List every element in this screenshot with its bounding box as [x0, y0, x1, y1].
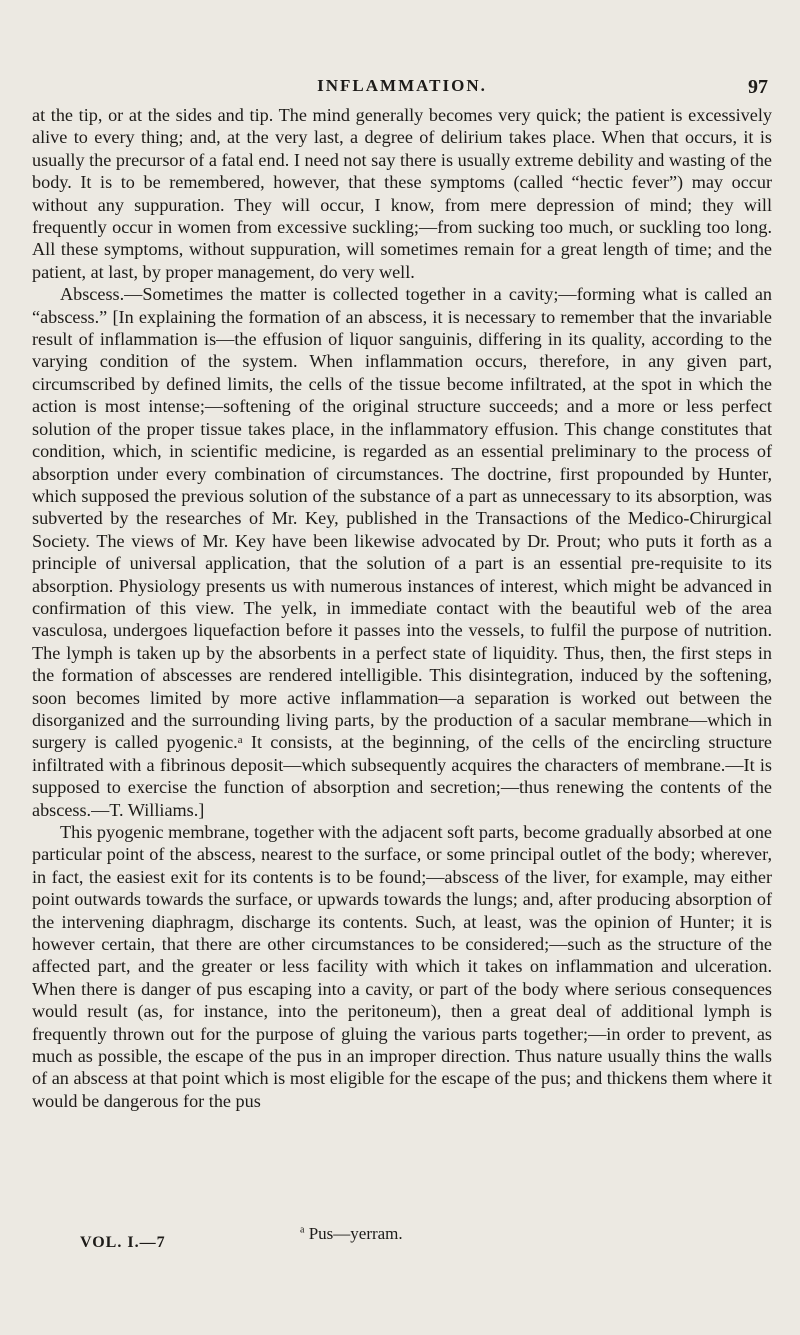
page-number: 97	[748, 76, 768, 98]
footnote	[300, 1224, 403, 1244]
footnote-marker: a	[300, 1224, 305, 1236]
paragraph-2: Abscess.—Sometimes the matter is collected together in a cavity;—forming what is called an “abscess.” [In explaining the formation of an abscess, it is necessary to remember that the invariable result of inflammation is—the effusion of liquor sanguinis, differing in its quality, according to the varying condition of the system. When inflammation occurs, therefore, in any given part, circumscribed by defined limits, the cells of the tissue become infiltrated, at the spot in which the action is most intense;—softening of the original structure succeeds; and a more or less perfect solution of the proper tissue takes place, in the inflammatory effusion. This change constitutes that condition, which, in scientific medicine, is regarded as an essential preliminary to the process of absorption under every combination of circumstances. The doctrine, first propounded by Hunter, which supposed the previous solution of the substance of a part as unnecessary to its absorption, was subverted by the researches of Mr. Key, published in the Transactions of the Medico-Chirurgical Society. The views of Mr. Key have been likewise advocated by Dr. Prout; who puts it forth as a principle of universal application, that the solution of a part is an essential pre-requisite to its absorption. Physiology presents us with numerous instances of interest, which might be advanced in confirmation of this view. The yelk, in immediate contact with the beautiful web of the area vasculosa, undergoes liquefaction before it passes into the vessels, to fulfil the purpose of nutrition. The lymph is taken up by the absorbents in a perfect state of liquidity. Thus, then, the first steps in the formation of abscesses are rendered intelligible. This disintegration, induced by the softening, soon becomes limited by more active inflammation—a separation is worked out between the disorganized and the surrounding living parts, by the production of a sacular membrane—which in surgery is called pyogenic.ᵃ It consists, at the beginning, of the cells of the encircling structure infiltrated with a fibrinous deposit—which subsequently acquires the characters of membrane.—It is supposed to exercise the function of absorption and secretion;—thus renewing the contents of the abscess.—T. Williams.]	[32, 284, 772, 820]
paragraph-3: This pyogenic membrane, together with the adjacent soft parts, become gradually absorbed at one particular point of the abscess, nearest to the surface, or some principal outlet of the body; wherever, in fact, the easiest exit for its contents is to be found;—abscess of the liver, for example, may either point outwards towards the surface, or upwards towards the lungs; and, after producing absorption of the intervening diaphragm, discharge its contents. Such, at least, was the opinion of Hunter; it is however certain, that there are other circumstances to be considered;—such as the structure of the affected part, and the greater or less facility with which it takes on inflammation and ulceration. When there is danger of pus escaping into a cavity, or part of the body where serious consequences would result (as, for instance, into the peritoneum), then a great deal of additional lymph is frequently thrown out for the purpose of gluing the various parts together;—in order to prevent, as much as possible, the escape of the pus in an improper direction. Thus nature usually thins the walls of an abscess at that point which is most eligible for the escape of the pus; and thickens them where it would be dangerous for the pus	[32, 822, 772, 1111]
running-title: INFLAMMATION.	[317, 76, 487, 95]
body-text	[32, 104, 772, 1112]
running-head	[32, 76, 772, 100]
footnote-text: Pus—yerram.	[308, 1224, 403, 1243]
paragraph-1: at the tip, or at the sides and tip. The mind generally becomes very quick; the patient is excessively alive to every thing; and, at the very last, a degree of delirium takes place. When that occurs, it is usually the precursor of a fatal end. I need not say there is usually extreme debility and wasting of the body. It is to be remembered, however, that these symptoms (called “hectic fever”) may occur without any suppuration. They will occur, I know, from mere depression of mind; they will frequently occur in women from excessive suckling;—from sucking too much, or suckling too long. All these symptoms, without suppuration, will sometimes remain for a great length of time; and the patient, at last, by proper management, do very well.	[32, 105, 772, 282]
signature-mark: VOL. I.—7	[80, 1234, 166, 1251]
